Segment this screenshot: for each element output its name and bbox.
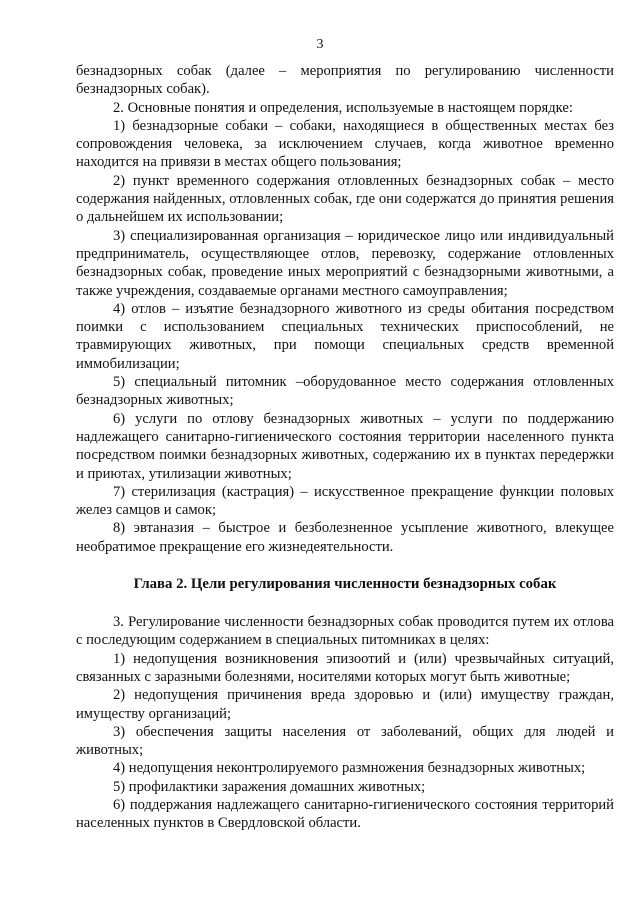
page-number: 3	[316, 37, 324, 52]
paragraph-regulation-goals-intro: 3. Регулирование численности безнадзорных собак проводится путем их отлова с последующим содержанием в специальных питомниках в целях:	[76, 614, 614, 649]
chapter-heading: Глава 2. Цели регулирования численности безнадзорных собак	[133, 576, 557, 593]
goal-prevent-pet-infection: 5) профилактики заражения домашних животных;	[113, 778, 426, 795]
definition-temporary-holding-point: 2) пункт временного содержания отловленных безнадзорных собак – место содержания найденных, отловленных собак, где они содержатся до принятия решения о дальнейшем их использовании;	[76, 172, 614, 226]
paragraph-continuation: безнадзорных собак (далее – мероприятия по регулированию численности безнадзорных собак).	[76, 63, 614, 98]
document-body	[76, 62, 614, 833]
goal-prevent-epizootics: 1) недопущения возникновения эпизоотий и (или) чрезвычайных ситуаций, связанных с заразными болезнями, носителями которых могут быть животные;	[76, 650, 614, 685]
goal-maintain-sanitary-state: 6) поддержания надлежащего санитарно-гигиенического состояния территорий населенных пунктов в Свердловской области.	[76, 796, 614, 832]
goal-prevent-breeding: 4) недопущения неконтролируемого размножения безнадзорных животных;	[113, 760, 586, 777]
paragraph-definitions-intro: 2. Основные понятия и определения, используемые в настоящем порядке:	[113, 99, 573, 116]
definition-capture: 4) отлов – изъятие безнадзорного животного из среды обитания посредством поимки с использованием специальных технических приспособлений, не травмирующих животных, при помощи специальных средств временной иммобилизации;	[76, 300, 614, 372]
goal-prevent-harm: 2) недопущения причинения вреда здоровью и (или) имуществу граждан, имуществу организаций;	[76, 687, 614, 722]
goal-protect-population: 3) обеспечения защиты населения от заболеваний, общих для людей и животных;	[76, 723, 614, 759]
definition-stray-dogs: 1) безнадзорные собаки – собаки, находящиеся в общественных местах без сопровождения человека, за исключением случаев, когда животное временно находится на привязи в местах общего пользования;	[76, 117, 614, 171]
definition-euthanasia: 8) эвтаназия – быстрое и безболезненное усыпление животного, влекущее необратимое прекращение его жизнедеятельности.	[76, 520, 614, 555]
definition-capture-services: 6) услуги по отлову безнадзорных животных – услуги по поддержанию надлежащего санитарно-гигиенического состояния территории населенного пункта посредством поимки безнадзорных животных, содержанию их в пунктах передержки и приютах, утилизации животных;	[76, 410, 614, 482]
definition-sterilization: 7) стерилизация (кастрация) – искусственное прекращение функции половых желез самцов и самок;	[76, 483, 614, 519]
definition-specialized-organization: 3) специализированная организация – юридическое лицо или индивидуальный предприниматель, осуществляющее отлов, перевозку, содержание отловленных безнадзорных собак, проведение иных мероприятий с безнадзорными животными, а также учреждения, создаваемые органами местного самоуправления;	[76, 227, 614, 299]
definition-special-kennel: 5) специальный питомник –оборудованное место содержания отловленных безнадзорных животных;	[76, 374, 614, 409]
